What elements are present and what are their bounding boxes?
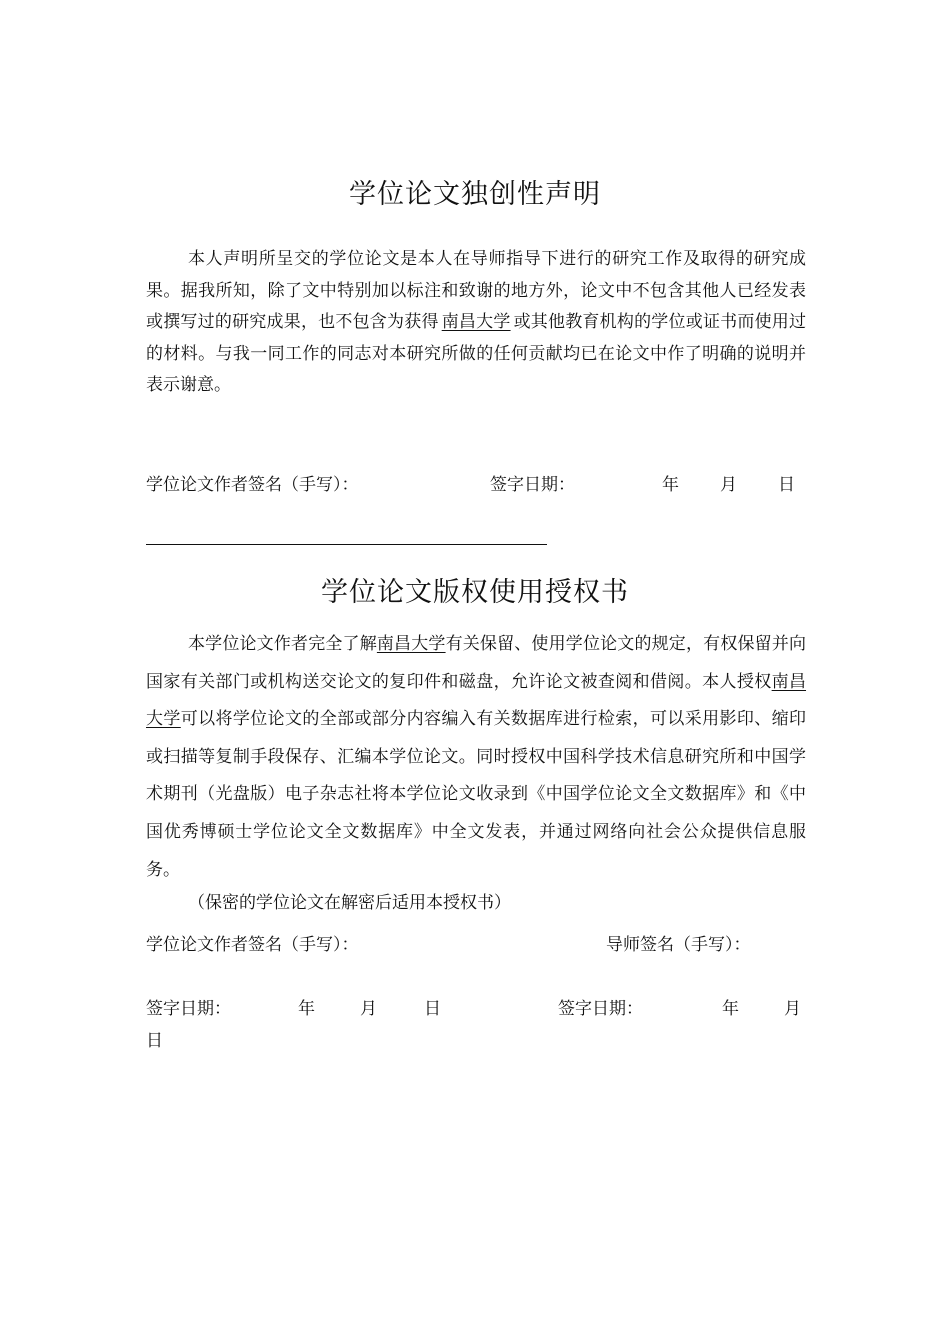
authorization-university-name-2: 南昌大学 bbox=[146, 671, 807, 730]
authorization-body-text-3: 可以将学位论文的全部或部分内容编入有关数据库进行检索，可以采用影印、缩印或扫描等复制手段保存、汇编本学位论文。同时授权中国科学技术信息研究所和中国学术期刊（光盘版）电子杂志社将本学位论文收录到《中国学位论文全文数据库》和《中国优秀博硕士学位论文全文数据库》中全文发表，并通过网络向社会公众提供信息服务。 bbox=[146, 709, 807, 880]
declaration-body-text-1: 本人声明所呈交的学位论文是本人在导师指导下进行的研究工作及取得的研究成果。据我所知，除了文中特别加以标注和致谢的地方外，论文中不包含其他人已经发表或撰写过的研究成果，也不包含为获得 bbox=[146, 249, 806, 332]
authorization-author-signature-label: 学位论文作者签名（手写）： bbox=[146, 935, 359, 955]
authorization-supervisor-day-label: 日 bbox=[146, 1031, 163, 1051]
authorization-author-day-label: 日 bbox=[424, 999, 441, 1019]
authorization-university-name-1: 南昌大学 bbox=[376, 634, 446, 654]
authorization-supervisor-year-label: 年 bbox=[722, 999, 739, 1019]
authorization-confidential-note: （保密的学位论文在解密后适用本授权书） bbox=[188, 893, 511, 913]
declaration-date-label: 签字日期： bbox=[490, 475, 575, 495]
declaration-title: 学位论文独创性声明 bbox=[349, 179, 601, 210]
authorization-author-date-label: 签字日期： bbox=[146, 999, 231, 1019]
authorization-supervisor-date-label: 签字日期： bbox=[558, 999, 643, 1019]
declaration-body bbox=[146, 244, 806, 402]
authorization-title: 学位论文版权使用授权书 bbox=[321, 577, 629, 608]
declaration-author-signature-label: 学位论文作者签名（手写）： bbox=[146, 475, 359, 495]
authorization-body-text-2: 有关保留、使用学位论文的规定，有权保留并向国家有关部门或机构送交论文的复印件和磁盘，允许论文被查阅和借阅。本人授权 bbox=[146, 634, 807, 692]
authorization-author-month-label: 月 bbox=[360, 999, 377, 1019]
declaration-year-label: 年 bbox=[662, 475, 679, 495]
authorization-supervisor-signature-label: 导师签名（手写）： bbox=[606, 935, 751, 955]
declaration-month-label: 月 bbox=[720, 475, 737, 495]
authorization-body bbox=[146, 626, 806, 889]
authorization-author-year-label: 年 bbox=[298, 999, 315, 1019]
declaration-body-text-2: 或其他教育机构的学位或证书而使用过的材料。与我一同工作的同志对本研究所做的任何贡献均已在论文中作了明确的说明并表示谢意。 bbox=[146, 312, 807, 395]
authorization-body-text-1: 本学位论文作者完全了解 bbox=[188, 634, 377, 654]
declaration-university-name: 南昌大学 bbox=[441, 312, 511, 332]
section-divider bbox=[146, 544, 547, 545]
declaration-day-label: 日 bbox=[778, 475, 795, 495]
authorization-supervisor-month-label: 月 bbox=[784, 999, 801, 1019]
